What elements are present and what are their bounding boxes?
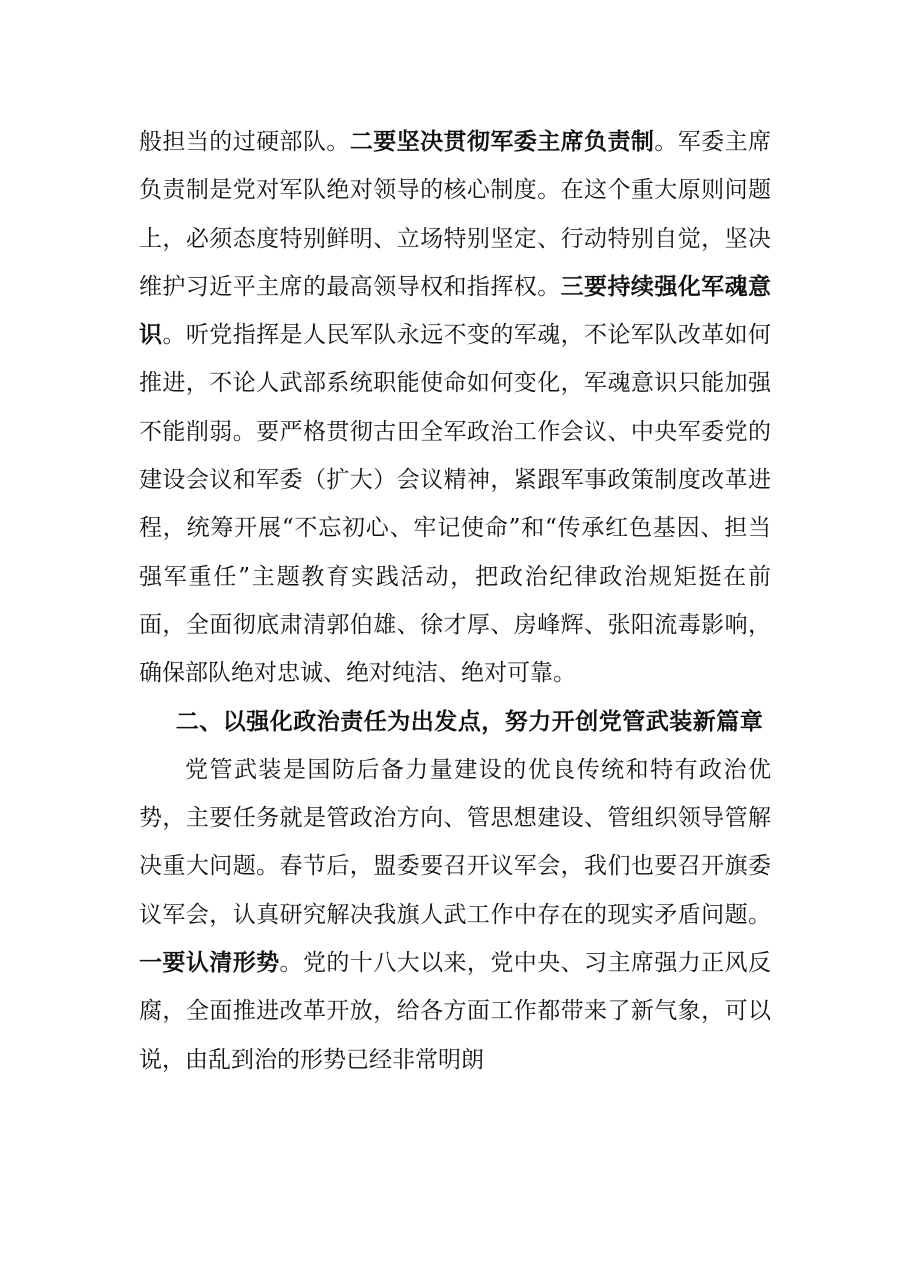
paragraph-2 [139,746,771,1084]
para1-seg0: 般担当的过硬部队。 [139,129,350,155]
para2-bold-heading-1: 一要认清形势 [139,950,280,977]
para2-seg2: 。党的十八大以来，党中央、习主席强力正风反腐，全面推进改革开放，给各方面工作都带来了新气象，可以说，由乱到治的形势已经非常明朗 [139,950,772,1073]
para2-seg0: 党管武装是国防后备力量建设的优良传统和特有政治优势，主要任务就是管政治方向、管思想建设、管组织领导管解决重大问题。春节后，盟委要召开议军会，我们也要召开旗委议军会，认真研究解决我旗人武工作中存在的现实矛盾问题。 [139,756,771,928]
paragraph-1 [139,118,771,698]
para1-seg4: 。听党指挥是人民军队永远不变的军魂，不论军队改革如何推进，不论人武部系统职能使命如何变化，军魂意识只能加强不能削弱。要严格贯彻古田全军政治工作会议、中央军委党的建设会议和军委（扩大）会议精神，紧跟军事政策制度改革进程，统筹开展“不忘初心、牢记使命”和“传承红色基因、担当强军重任”主题教育实践活动，把政治纪律政治规矩挺在前面，全面彻底肃清郭伯雄、徐才厚、房峰辉、张阳流毒影响，确保部队绝对忠诚、绝对纯洁、绝对可靠。 [139,322,772,687]
para1-seg2: 。军委主席负责制是党对军队绝对领导的核心制度。在这个重大原则问题上，必须态度特别鲜明、立场特别坚定、行动特别自觉，坚决维护习近平主席的最高领导权和指挥权。 [139,129,772,300]
para1-bold-heading-3: 三要持续强化军魂意识 [139,273,772,349]
para1-bold-heading-2: 二要坚决贯彻军委主席负责制 [349,129,655,155]
document-body [139,118,771,1084]
section-heading: 二、以强化政治责任为出发点，努力开创党管武装新篇章 [175,708,764,735]
